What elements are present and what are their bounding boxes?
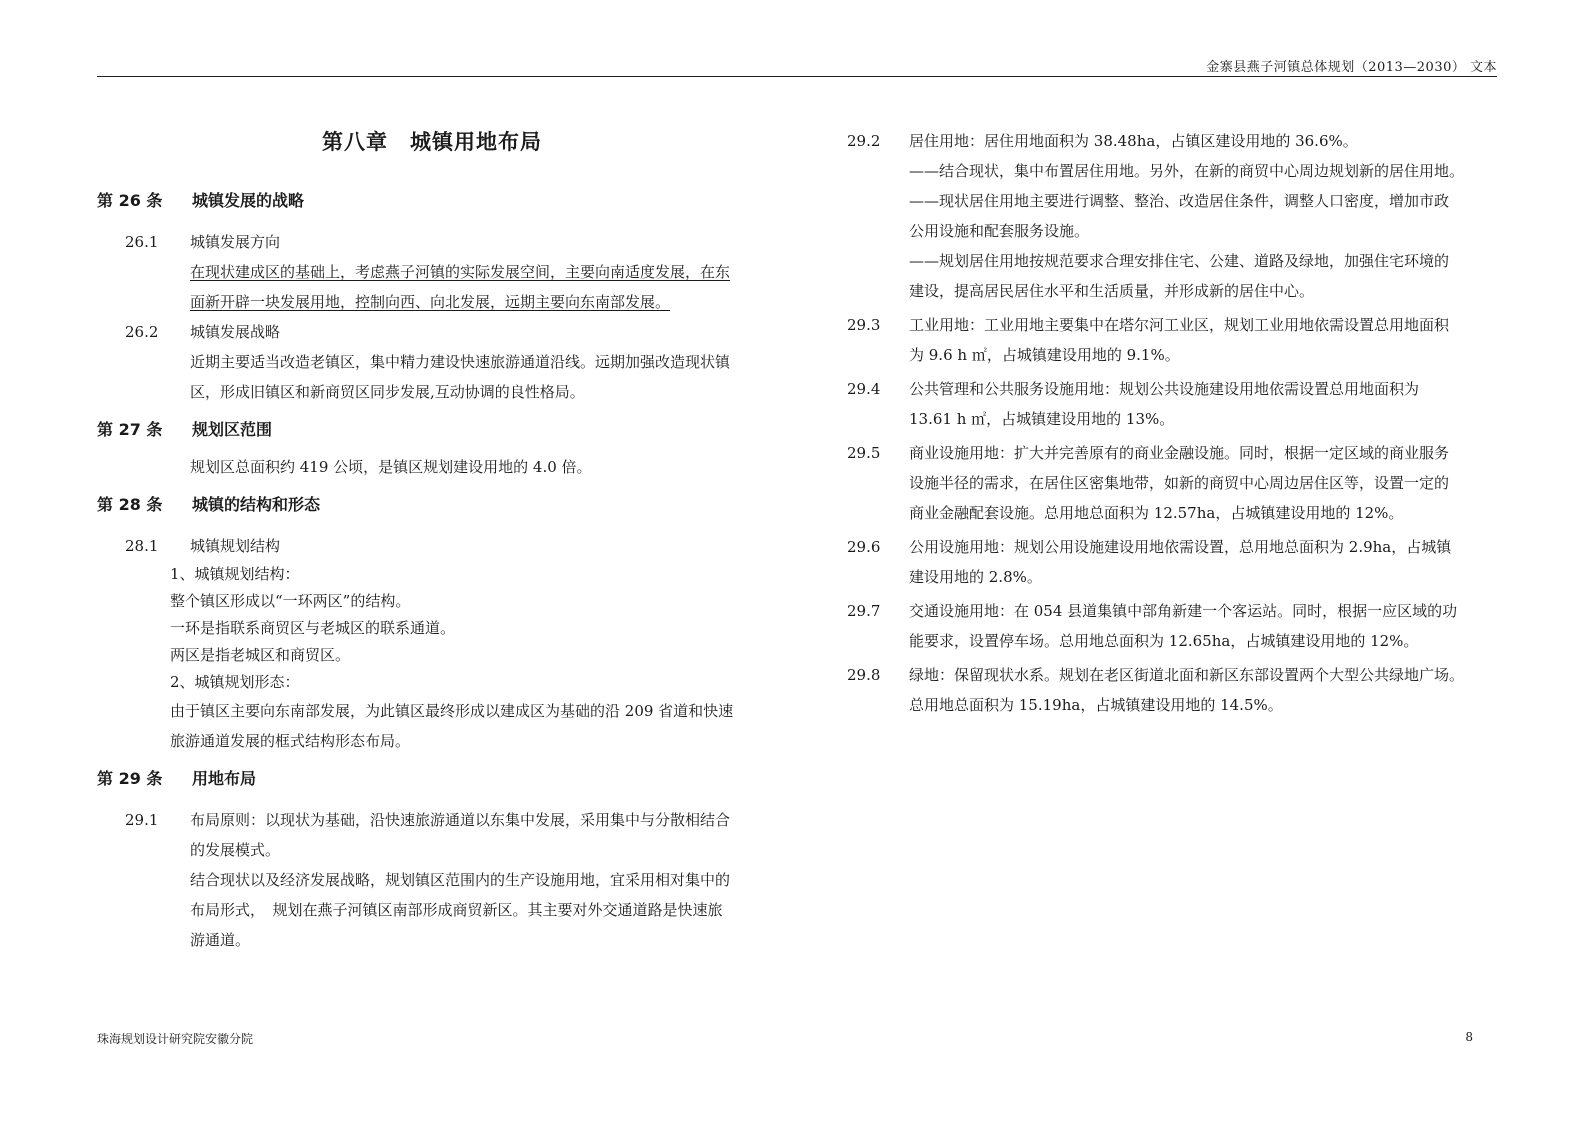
clause-number: 29.5: [847, 444, 881, 462]
article-29-heading: [97, 766, 767, 789]
article-27-body: 规划区总面积约 419 公顷，是镇区规划建设用地的 4.0 倍。: [190, 458, 592, 476]
article-title: 城镇发展的战略: [192, 191, 305, 210]
clause-text-line: ——规划居住用地按规范要求合理安排住宅、公建、道路及绿地，加强住宅环境的: [909, 252, 1450, 270]
clause-title: 城镇发展方向: [190, 233, 281, 251]
text-line: 由于镇区主要向东南部发展，为此镇区最终形成以建成区为基础的沿 209 省道和快速: [170, 702, 734, 720]
clause-number: 29.6: [847, 538, 881, 556]
article-title: 城镇的结构和形态: [192, 495, 321, 514]
clause-text-line: 总用地总面积为 15.19ha，占城镇建设用地的 14.5%。: [909, 696, 1283, 714]
clause-title: 城镇规划结构: [190, 537, 281, 555]
clause-number: 29.4: [847, 380, 881, 398]
clause-29-2: [847, 126, 1497, 306]
clause-29-8: [847, 660, 1497, 720]
chapter-title: 第八章 城镇用地布局: [322, 130, 542, 154]
clause-number: 29.7: [847, 602, 881, 620]
article-number: 第 29 条: [97, 769, 163, 788]
article-27-heading: [97, 417, 767, 440]
footer-organization: 珠海规划设计研究院安徽分院: [97, 1032, 254, 1046]
clause-text-line: 在现状建成区的基础上，考虑燕子河镇的实际发展空间，主要向南适度发展，在东: [190, 263, 731, 281]
clause-text-line: 公用设施用地：规划公用设施建设用地依需设置，总用地总面积为 2.9ha，占城镇: [909, 538, 1452, 556]
clause-number: 29.2: [847, 132, 881, 150]
clause-text-line: 布局形式， 规划在燕子河镇区南部形成商贸新区。其主要对外交通道路是快速旅: [190, 901, 723, 919]
article-number: 第 28 条: [97, 495, 163, 514]
clause-text-line: 交通设施用地：在 054 县道集镇中部角新建一个客运站。同时，根据一应区域的功: [909, 602, 1458, 620]
clause-text-line: 的发展模式。: [190, 841, 281, 859]
clause-29-3: [847, 310, 1497, 370]
clause-text-line: 游通道。: [190, 931, 251, 949]
header-divider: [97, 76, 1497, 77]
clause-29-1: [97, 805, 767, 955]
text-line: 一环是指联系商贸区与老城区的联系通道。: [170, 619, 456, 637]
text-line: 2、城镇规划形态：: [170, 673, 300, 691]
right-column: [847, 126, 1497, 720]
text-line: 整个镇区形成以“一环两区”的结构。: [170, 592, 411, 610]
clause-text-line: 为 9.6 h ㎡，占城镇建设用地的 9.1%。: [909, 346, 1180, 364]
clause-text-line: 13.61 h ㎡，占城镇建设用地的 13%。: [909, 410, 1175, 428]
clause-29-4: [847, 374, 1497, 434]
article-28-heading: [97, 492, 767, 515]
clause-text-line: 建设，提高居民居住水平和生活质量，并形成新的居住中心。: [909, 282, 1315, 300]
article-title: 规划区范围: [192, 420, 273, 439]
clause-28-1: [97, 531, 767, 561]
clause-text-line: 结合现状以及经济发展战略，规划镇区范围内的生产设施用地，宜采用相对集中的: [190, 871, 731, 889]
structure-text: [97, 561, 767, 756]
clause-text-line: 公用设施和配套服务设施。: [909, 222, 1090, 240]
clause-26-2: [97, 317, 767, 407]
article-26-heading: [97, 188, 767, 211]
clause-text-line: 公共管理和公共服务设施用地：规划公共设施建设用地依需设置总用地面积为: [909, 380, 1420, 398]
article-number: 第 27 条: [97, 420, 163, 439]
page-number: 8: [1465, 1030, 1473, 1044]
clause-text-line: ——结合现状，集中布置居住用地。另外，在新的商贸中心周边规划新的居住用地。: [909, 162, 1465, 180]
clause-text-line: 设施半径的需求，在居住区密集地带，如新的商贸中心周边居住区等，设置一定的: [909, 474, 1450, 492]
article-title: 用地布局: [192, 769, 257, 788]
clause-title: 城镇发展战略: [190, 323, 281, 341]
clause-text-line: 商业金融配套设施。总用地总面积为 12.57ha，占城镇建设用地的 12%。: [909, 504, 1404, 522]
clause-number: 28.1: [125, 537, 159, 555]
clause-text-line: ——现状居住用地主要进行调整、整治、改造居住条件，调整人口密度，增加市政: [909, 192, 1450, 210]
clause-number: 29.1: [125, 811, 159, 829]
clause-text-line: 建设用地的 2.8%。: [909, 568, 1042, 586]
text-line: 两区是指老城区和商贸区。: [170, 646, 351, 664]
left-column: [97, 120, 767, 955]
clause-text-line: 居住用地：居住用地面积为 38.48ha，占镇区建设用地的 36.6%。: [909, 132, 1358, 150]
clause-text-line: 商业设施用地：扩大并完善原有的商业金融设施。同时，根据一定区域的商业服务: [909, 444, 1450, 462]
clause-29-5: [847, 438, 1497, 528]
clause-text-line: 区，形成旧镇区和新商贸区同步发展,互动协调的良性格局。: [190, 383, 585, 401]
clause-29-6: [847, 532, 1497, 592]
clause-text-line: 面新开辟一块发展用地，控制向西、向北发展，远期主要向东南部发展。: [190, 293, 671, 311]
clause-number: 26.1: [125, 233, 159, 251]
clause-26-1: [97, 227, 767, 317]
clause-text-line: 工业用地：工业用地主要集中在塔尔河工业区，规划工业用地依需设置总用地面积: [909, 316, 1450, 334]
clause-text-line: 绿地：保留现状水系。规划在老区街道北面和新区东部设置两个大型公共绿地广场。: [909, 666, 1465, 684]
text-line: 1、城镇规划结构：: [170, 565, 300, 583]
clause-number: 29.3: [847, 316, 881, 334]
clause-text-line: 近期主要适当改造老镇区，集中精力建设快速旅游通道沿线。远期加强改造现状镇: [190, 353, 731, 371]
article-number: 第 26 条: [97, 191, 163, 210]
text-line: 旅游通道发展的框式结构形态布局。: [170, 732, 411, 750]
document-header-title: 金寨县燕子河镇总体规划（2013—2030） 文本: [1206, 60, 1497, 75]
clause-text-line: 能要求，设置停车场。总用地总面积为 12.65ha，占城镇建设用地的 12%。: [909, 632, 1419, 650]
clause-number: 26.2: [125, 323, 159, 341]
clause-number: 29.8: [847, 666, 881, 684]
clause-text-line: 布局原则：以现状为基础，沿快速旅游通道以东集中发展，采用集中与分散相结合: [190, 811, 731, 829]
clause-29-7: [847, 596, 1497, 656]
